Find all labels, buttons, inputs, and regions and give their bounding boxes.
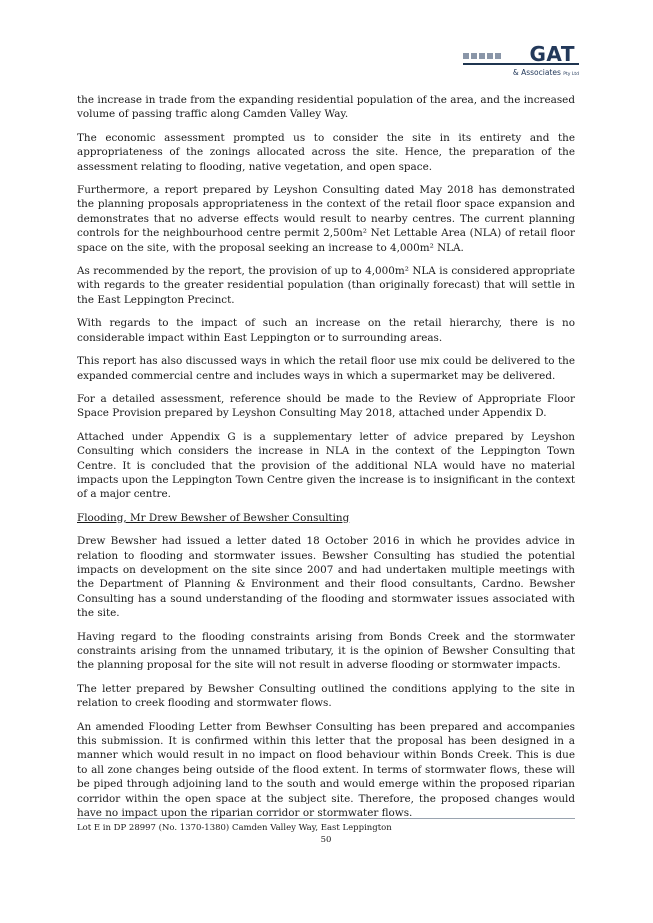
paragraph: For a detailed assessment, reference should be made to the Review of Appropriate Floor Space Provision prepared by Leyshon Consulting May 2018, attached under Appendix D. — [77, 392, 575, 420]
paragraph: Furthermore, a report prepared by Leyshon Consulting dated May 2018 has demonstrated the planning proposals appropriateness in the context of the retail floor space expansion and demonstrates that no adverse effects would result to nearby centres. The current planning controls for the neighbourhood centre permit 2,500m² Net Lettable Area (NLA) of retail floor space on the site, with the proposal seeking an increase to 4,000m² NLA. — [77, 184, 575, 254]
company-logo — [463, 44, 579, 80]
paragraph: As recommended by the report, the provision of up to 4,000m² NLA is considered appropriate with regards to the greater residential population (than originally forecast) that will settle in the East Leppington Precinct. — [77, 265, 575, 306]
paragraph: The letter prepared by Bewsher Consulting outlined the conditions applying to the site in relation to creek flooding and stormwater flows. — [77, 682, 575, 710]
logo-text: GAT — [529, 42, 575, 66]
footer-divider — [77, 818, 575, 819]
logo-subtext-main: & Associates — [512, 68, 561, 77]
paragraph: the increase in trade from the expanding residential population of the area, and the increased volume of passing traffic along Camden Valley Way. — [77, 94, 575, 121]
paragraph: An amended Flooding Letter from Bewhser Consulting has been prepared and accompanies this submission. It is confirmed within this letter that the proposal has been designed in a manner which would result in no impact on flood behaviour within Bonds Creek. This is due to all zone changes being outside of the flood extent. In terms of stormwater flows, these will be piped through adjoining land to the south and would emerge within the proposed riparian corridor within the open space at the subject site. Therefore, the proposed changes would have no impact upon the riparian corridor or stormwater flows. — [77, 720, 575, 820]
logo-subtext — [513, 68, 579, 77]
logo-squares-graphic — [463, 53, 501, 59]
paragraph: With regards to the impact of such an increase on the retail hierarchy, there is no considerable impact within East Leppington or to surrounding areas. — [77, 317, 575, 344]
paragraph: Drew Bewsher had issued a letter dated 18 October 2016 in which he provides advice in relation to flooding and stormwater issues. Bewsher Consulting has studied the potential impacts on development on the site since 2007 and had undertaken multiple meetings with the Department of Planning & Environment and their flood consultants, Cardno. Bewsher Consulting has a sound understanding of the flooding and stormwater issues associated with the site. — [77, 535, 575, 620]
document-body — [77, 93, 575, 829]
footer-address: Lot E in DP 28997 (No. 1370-1380) Camden Valley Way, East Leppington — [77, 823, 392, 833]
paragraph: This report has also discussed ways in which the retail floor use mix could be delivered to the expanded commercial centre and includes ways in which a supermarket may be delivered. — [77, 355, 575, 382]
paragraph: Having regard to the flooding constraints arising from Bonds Creek and the stormwater constraints arising from the unnamed tributary, it is the opinion of Bewsher Consulting that the planning proposal for the site will not result in adverse flooding or stormwater impacts. — [77, 630, 575, 672]
section-heading: Flooding, Mr Drew Bewsher of Bewsher Consulting — [77, 511, 350, 524]
page-number: 50 — [320, 835, 332, 845]
paragraph: Attached under Appendix G is a supplementary letter of advice prepared by Leyshon Consulting which considers the increase in NLA in the context of the Leppington Town Centre. It is concluded that the provision of the additional NLA would have no material impacts upon the Leppington Town Centre given the increase is to insignificant in the context of a major centre. — [77, 430, 575, 501]
logo-subtext-suffix: Pty Ltd — [563, 72, 579, 77]
paragraph: The economic assessment prompted us to consider the site in its entirety and the appropriateness of the zonings allocated across the site. Hence, the preparation of the assessment relating to flooding, native vegetation, and open space. — [77, 131, 575, 173]
